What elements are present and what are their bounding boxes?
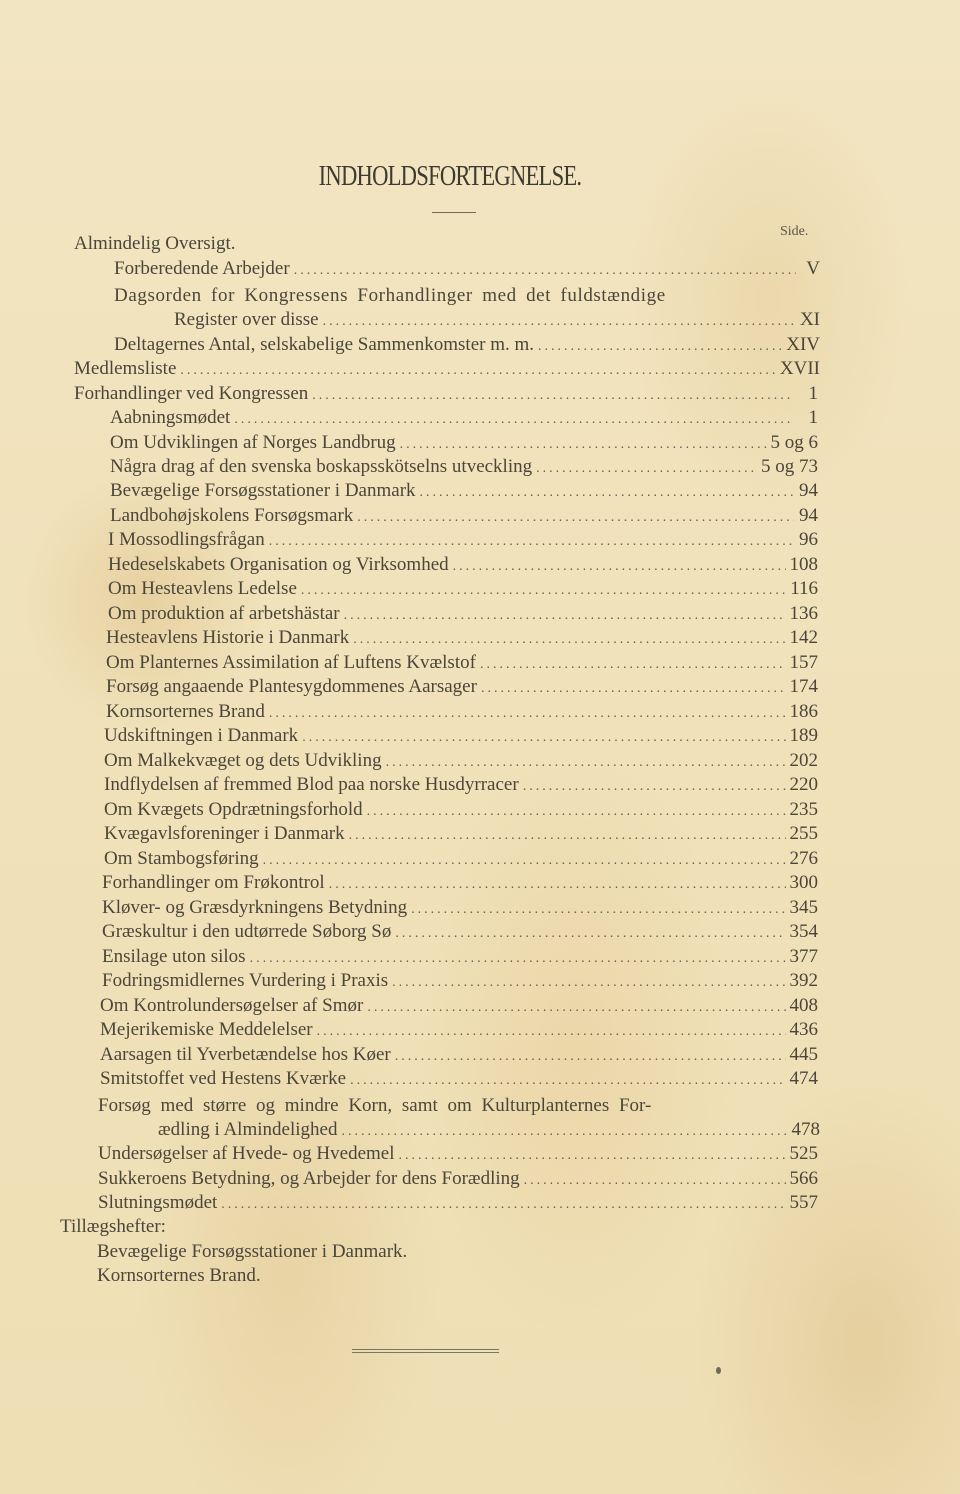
entry-label: Medlemsliste [74,358,177,379]
toc-entry[interactable] [110,456,818,480]
entry-label: Om Planternes Assimilation af Luftens Kvælstof [106,652,476,673]
toc-entry[interactable] [114,334,820,358]
entry-page: 94 [799,480,818,501]
entry-label: Om Stambogsføring [104,848,259,869]
leader-dots [269,534,794,550]
entry-page: 354 [789,921,818,942]
leader-dots [312,388,794,404]
toc-entry[interactable] [102,921,818,945]
entry-page: 94 [799,505,818,526]
supplement-item[interactable]: Kornsorternes Brand. [97,1265,261,1286]
toc-entry-line1[interactable]: Dagsorden for Kongressens Forhandlinger med det fuldstændige [114,285,666,306]
section-heading-general: Almindelig Oversigt. [74,233,236,254]
entry-label: Slutningsmødet [98,1192,218,1213]
leader-dots [399,1148,786,1164]
leader-dots [301,583,786,599]
supplement-item[interactable]: Bevægelige Forsøgsstationer i Danmark. [97,1241,408,1262]
end-divider [352,1349,499,1353]
toc-entry[interactable] [108,529,818,553]
entry-page: 157 [789,652,818,673]
entry-label: Aarsagen til Yverbetændelse hos Køer [100,1044,391,1065]
entry-page: 445 [789,1044,818,1065]
title-divider [432,212,476,213]
toc-entry[interactable] [106,627,818,651]
entry-page: 136 [789,603,818,624]
entry-page: 142 [789,627,818,648]
entry-page: XI [799,309,820,330]
entry-label: Hedeselskabets Organisation og Virksomhed [108,554,449,575]
entry-page: 478 [791,1119,820,1140]
leader-dots [317,1024,786,1040]
toc-entry[interactable] [110,505,818,529]
page-column-label: Side. [780,224,809,239]
entry-label: Indflydelsen af fremmed Blod paa norske Husdyrracer [104,774,519,795]
toc-entry[interactable] [104,774,818,798]
leader-dots [323,314,796,330]
entry-label: Bevægelige Forsøgsstationer i Danmark [110,480,416,501]
toc-entry-members[interactable] [74,358,820,382]
toc-entry[interactable] [102,872,818,896]
leader-dots [481,681,786,697]
toc-entry[interactable] [98,1192,818,1216]
entry-page: 525 [789,1143,818,1164]
toc-entry-line1[interactable]: Forsøg med større og mindre Korn, samt om Kulturplanternes For- [98,1095,652,1116]
leader-dots [269,706,786,722]
toc-entry[interactable] [100,1019,818,1043]
entry-page: 300 [789,872,818,893]
leader-dots [250,951,786,967]
toc-entry[interactable] [104,848,818,872]
entry-page: 108 [789,554,818,575]
entry-label: Aabningsmødet [110,407,231,428]
entry-label: Kløver- og Græsdyrkningens Betydning [102,897,408,918]
entry-label: Fodringsmidlernes Vurdering i Praxis [102,970,389,991]
leader-dots [411,902,785,918]
entry-label: Om Kontrolundersøgelser af Smør [100,995,364,1016]
entry-page: 96 [799,529,818,550]
entry-label: Om Udviklingen af Norges Landbrug [110,432,396,453]
leader-dots [395,926,785,942]
entry-label: Forhandlinger om Frøkontrol [102,872,325,893]
leader-dots [367,1000,785,1016]
entry-label: Om Kvægets Opdrætningsforhold [104,799,363,820]
leader-dots [221,1197,785,1213]
entry-page: 474 [789,1068,818,1089]
toc-entry[interactable] [110,432,818,456]
entry-page: 436 [789,1019,818,1040]
entry-label: Forberedende Arbejder [114,258,290,279]
entry-page: 186 [789,701,818,722]
leader-dots [392,975,785,991]
leader-dots [234,412,794,428]
section-heading-supplements: Tillægshefter: [60,1216,166,1237]
entry-page: 220 [789,774,818,795]
toc-entry[interactable] [106,676,818,700]
leader-dots [524,1173,786,1189]
entry-label: Några drag af den svenska boskapsskötselns utveckling [110,456,533,477]
entry-page: 189 [789,725,818,746]
toc-entry[interactable] [100,1068,818,1092]
entry-page: 276 [789,848,818,869]
ink-spot [716,1367,721,1374]
toc-entry[interactable] [108,603,818,627]
entry-label: ædling i Almindelighed [158,1119,338,1140]
leader-dots [344,608,786,624]
toc-entry[interactable] [108,554,818,578]
toc-entry[interactable] [106,701,818,725]
entry-page: XVII [779,358,820,379]
entry-page: 255 [789,823,818,844]
leader-dots [302,730,785,746]
entry-page: 5 og 6 [770,432,818,453]
entry-page: 345 [789,897,818,918]
entry-label: I Mossodlingsfrågan [108,529,265,550]
entry-label: Kornsorternes Brand [106,701,265,722]
leader-dots [538,339,782,355]
toc-entry[interactable] [106,652,818,676]
leader-dots [341,1124,787,1140]
entry-page: 392 [789,970,818,991]
toc-entry[interactable] [158,1119,820,1143]
toc-entry[interactable] [104,799,818,823]
entry-page: 566 [789,1168,818,1189]
entry-label: Undersøgelser af Hvede- og Hvedemel [98,1143,395,1164]
toc-entry[interactable] [110,480,818,504]
toc-entry[interactable] [102,970,818,994]
toc-entry[interactable] [102,946,818,970]
entry-label: Forsøg angaaende Plantesygdommenes Aarsager [106,676,477,697]
leader-dots [395,1049,786,1065]
toc-entry[interactable] [108,578,818,602]
leader-dots [294,263,796,279]
entry-page: V [806,258,820,279]
leader-dots [353,632,785,648]
toc-entry[interactable] [104,750,818,774]
entry-label: Sukkeroens Betydning, og Arbejder for dens Forædling [98,1168,520,1189]
entry-page: 202 [789,750,818,771]
toc-entry[interactable] [100,995,818,1019]
entry-label: Om produktion af arbetshästar [108,603,340,624]
toc-entry[interactable] [104,823,818,847]
toc-entry[interactable] [110,407,818,431]
leader-dots [350,1073,785,1089]
toc-entry[interactable] [100,1044,818,1068]
entry-label: Smitstoffet ved Hestens Kværke [100,1068,347,1089]
entry-label: Landbohøjskolens Forsøgsmark [110,505,354,526]
toc-entry[interactable] [102,897,818,921]
toc-entry[interactable] [174,309,820,333]
entry-label: Mejerikemiske Meddelelser [100,1019,313,1040]
entry-page: 377 [789,946,818,967]
entry-label: Kvægavlsforeninger i Danmark [104,823,345,844]
leader-dots [536,461,757,477]
leader-dots [386,755,786,771]
entry-label: Udskiftningen i Danmark [104,725,299,746]
entry-page: 5 og 73 [761,456,818,477]
entry-page: 1 [808,383,818,404]
leader-dots [420,485,794,501]
leader-dots [453,559,786,575]
leader-dots [400,437,767,453]
toc-entry[interactable] [114,258,820,282]
entry-page: 235 [789,799,818,820]
page-title: INDHOLDSFORTEGNELSE. [318,160,582,192]
toc-entry[interactable] [98,1143,818,1167]
entry-label: Hesteavlens Historie i Danmark [106,627,350,648]
leader-dots [357,510,794,526]
toc-entry[interactable] [104,725,818,749]
leader-dots [180,363,776,379]
entry-label: Forhandlinger ved Kongressen [74,383,309,404]
entry-label: Deltagernes Antal, selskabelige Sammenkomster m. m. [114,334,535,355]
leader-dots [480,657,786,673]
leader-dots [367,804,786,820]
toc-entry[interactable] [98,1168,818,1192]
entry-page: 1 [808,407,818,428]
leader-dots [263,853,786,869]
entry-page: XIV [786,334,820,355]
entry-label: Om Malkekvæget og dets Udvikling [104,750,382,771]
toc-entry-proceedings[interactable] [74,383,818,407]
entry-label: Ensilage uton silos [102,946,246,967]
leader-dots [349,828,786,844]
leader-dots [523,779,786,795]
entry-page: 116 [790,578,818,599]
entry-page: 557 [789,1192,818,1213]
entry-label: Register over disse [174,309,319,330]
entry-page: 174 [789,676,818,697]
entry-page: 408 [789,995,818,1016]
entry-label: Græskultur i den udtørrede Søborg Sø [102,921,392,942]
entry-label: Om Hesteavlens Ledelse [108,578,297,599]
leader-dots [329,877,786,893]
